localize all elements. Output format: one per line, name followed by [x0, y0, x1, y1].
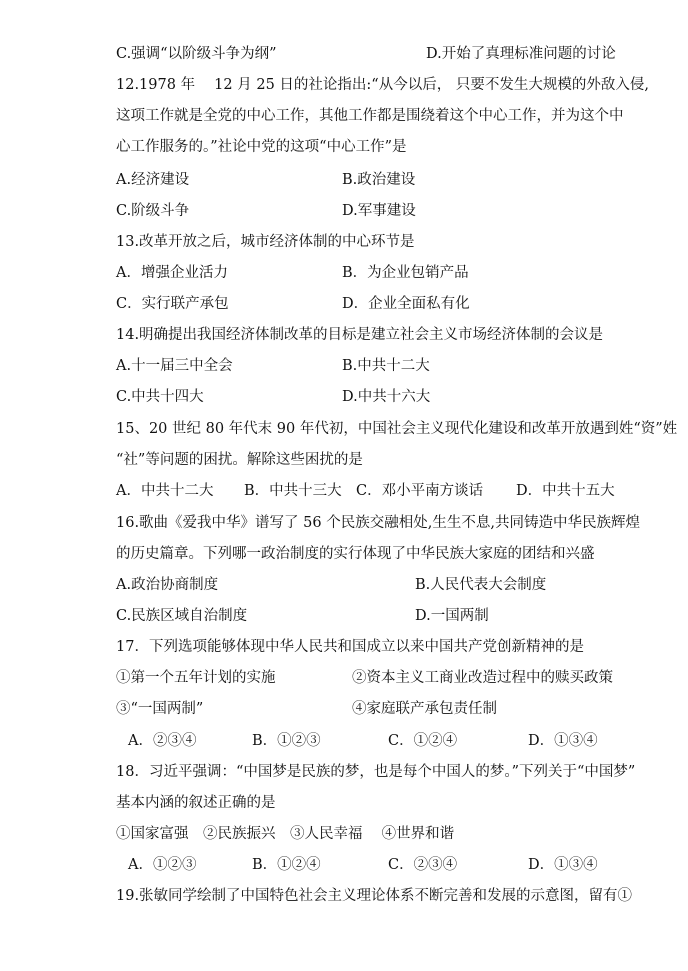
q14-option-a: A.十一届三中全会 [116, 358, 233, 374]
q18-option-d: D．①③④ [528, 857, 598, 873]
q11-option-c: C.强调“以阶级斗争为纲” [116, 46, 277, 62]
q12-stem-line3: 心工作服务的。”社论中党的这项“中心工作”是 [116, 139, 407, 155]
q12-stem-line2: 这项工作就是全党的中心工作，其他工作都是围绕着这个中心工作，并为这个中 [116, 108, 624, 124]
q14-option-b: B.中共十二大 [342, 358, 430, 374]
q15-stem-line1: 15、20 世纪 80 年代末 90 年代初，中国社会主义现代化建设和改革开放遇到姓“资”姓 [116, 421, 678, 437]
q17-item-3: ③“一国两制” [116, 701, 204, 717]
q13-option-b: B．为企业包销产品 [342, 265, 469, 281]
q16-option-d: D.一国两制 [415, 608, 489, 624]
q17-option-c: C．①②④ [388, 733, 458, 749]
q13-option-a: A．增强企业活力 [116, 265, 228, 281]
q14-option-d: D.中共十六大 [342, 389, 431, 405]
q15-option-d: D．中共十五大 [516, 483, 615, 499]
q17-option-b: B．①②③ [252, 733, 321, 749]
q17-item-1: ①第一个五年计划的实施 [116, 670, 276, 686]
q13-stem: 13.改革开放之后，城市经济体制的中心环节是 [116, 234, 415, 250]
q12-stem-line1: 12.1978 年 12 月 25 日的社论指出:“从今以后， 只要不发生大规模的外敌入侵, [116, 77, 649, 93]
q18-option-c: C．②③④ [388, 857, 458, 873]
q18-items: ①国家富强 ②民族振兴 ③人民幸福 ④世界和谐 [116, 826, 455, 842]
q16-option-a: A.政治协商制度 [116, 577, 219, 593]
q14-stem: 14.明确提出我国经济体制改革的目标是建立社会主义市场经济体制的会议是 [116, 327, 604, 343]
q18-option-a: A．①②③ [128, 857, 197, 873]
q13-option-c: C．实行联产承包 [116, 296, 229, 312]
q15-option-c: C．邓小平南方谈话 [356, 483, 484, 499]
q18-stem-line2: 基本内涵的叙述正确的是 [116, 795, 276, 811]
q12-option-b: B.政治建设 [342, 172, 416, 188]
q12-option-d: D.军事建设 [342, 203, 416, 219]
q18-option-b: B．①②④ [252, 857, 321, 873]
q17-item-2: ②资本主义工商业改造过程中的赎买政策 [352, 670, 613, 686]
q15-option-b: B．中共十三大 [244, 483, 342, 499]
q18-stem-line1: 18．习近平强调：“中国梦是民族的梦，也是每个中国人的梦。”下列关于“中国梦” [116, 764, 636, 780]
q17-stem: 17．下列选项能够体现中华人民共和国成立以来中国共产党创新精神的是 [116, 639, 584, 655]
q17-option-a: A．②③④ [128, 733, 197, 749]
q12-option-a: A.经济建设 [116, 172, 190, 188]
q15-option-a: A．中共十二大 [116, 483, 214, 499]
q19-stem-line1: 19.张敏同学绘制了中国特色社会主义理论体系不断完善和发展的示意图，留有① [116, 888, 633, 904]
q16-option-b: B.人民代表大会制度 [415, 577, 547, 593]
q16-stem-line2: 的历史篇章。下列哪一政治制度的实行体现了中华民族大家庭的团结和兴盛 [116, 546, 595, 562]
q16-stem-line1: 16.歌曲《爱我中华》谱写了 56 个民族交融相处,生生不息,共同铸造中华民族辉煌 [116, 515, 640, 531]
q11-option-d: D.开始了真理标准问题的讨论 [426, 46, 616, 62]
q17-item-4: ④家庭联产承包责任制 [352, 701, 497, 717]
q15-stem-line2: “社”等问题的困扰。解除这些困扰的是 [116, 452, 363, 468]
q16-option-c: C.民族区域自治制度 [116, 608, 248, 624]
q13-option-d: D．企业全面私有化 [342, 296, 470, 312]
q12-option-c: C.阶级斗争 [116, 203, 190, 219]
q17-option-d: D．①③④ [528, 733, 598, 749]
q14-option-c: C.中共十四大 [116, 389, 204, 405]
